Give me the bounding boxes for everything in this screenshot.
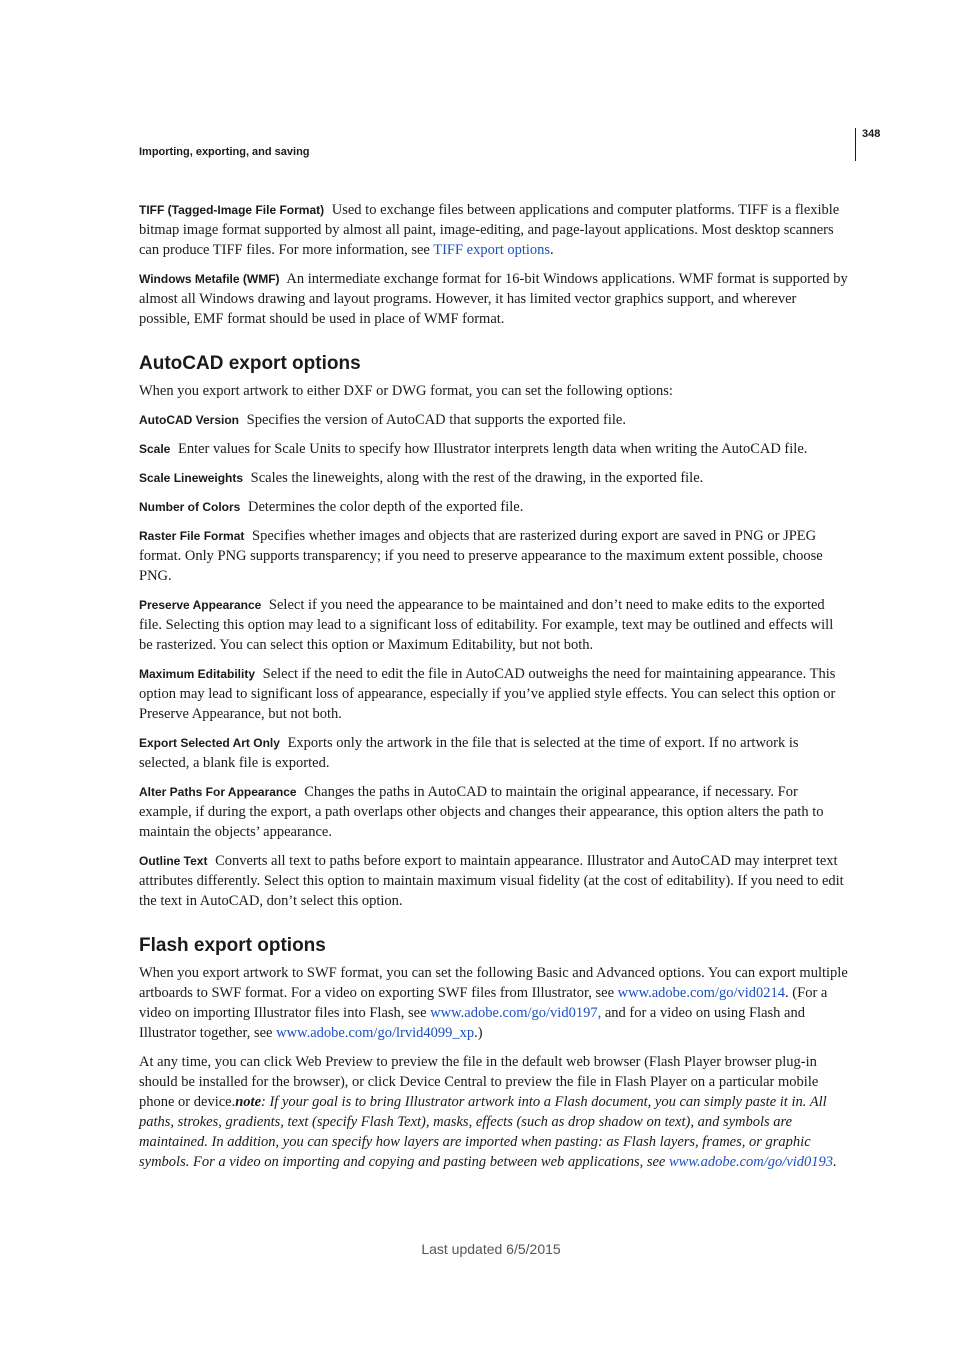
term-description: An intermediate exchange format for 16-bit Windows applications. WMF format is supported by almost all Windows drawing and layout programs. However, it has limited vector graphics support, and wherever possible, EMF format should be used in place of WMF format. — [139, 271, 848, 327]
flash-heading: Flash export options — [139, 935, 326, 956]
header-divider — [855, 128, 856, 161]
term-description: Scales the lineweights, along with the rest of the drawing, in the exported file. — [250, 470, 704, 486]
flash-intro-text: and for a video on using Flash and Illustrator together, see — [139, 1005, 805, 1041]
term-description: Used to exchange files between applications and computer platforms. TIFF is a flexible bitmap image format supported by almost all paint, image-editing, and page-layout applications. Most desktop scanners can produce TIFF files. For more information, see — [139, 202, 840, 258]
vid0197-link[interactable]: www.adobe.com/go/vid0197, — [430, 1005, 602, 1021]
term-description: Select if the need to edit the file in AutoCAD outweighs the need for maintaining appearance. This option may lead to significant loss of appearance, especially if you’ve applied style effects. You can select this option or Preserve Appearance, but not both. — [139, 666, 836, 722]
option-outline-text — [139, 851, 850, 911]
note-label: note — [235, 1094, 262, 1110]
flash-preview-paragraph — [139, 1052, 850, 1172]
flash-intro-text: When you export artwork to SWF format, you can set the following Basic and Advanced options. You can export multiple artboards to SWF format. For a video on exporting SWF files from Illustrator, see — [139, 965, 848, 1001]
term-description: Specifies the version of AutoCAD that supports the exported file. — [246, 412, 626, 428]
term-description: Determines the color depth of the exported file. — [247, 499, 524, 515]
definition-wmf — [139, 269, 850, 329]
vid0214-link[interactable]: www.adobe.com/go/vid0214 — [617, 985, 786, 1001]
page-number: 348 — [862, 128, 881, 140]
lrvid4099-link[interactable]: www.adobe.com/go/lrvid4099_xp — [276, 1025, 475, 1041]
term-label: Scale — [139, 442, 171, 456]
flash-intro-text: . (For a video on importing Illustrator files into Flash, see — [139, 985, 828, 1021]
term-label: Outline Text — [139, 854, 208, 868]
option-alter-paths-for-appearance — [139, 782, 850, 842]
punctuation: . — [550, 242, 554, 258]
term-label: Raster File Format — [139, 529, 245, 543]
term-label: AutoCAD Version — [139, 413, 240, 427]
term-label: Number of Colors — [139, 500, 241, 514]
term-description: Changes the paths in AutoCAD to maintain the original appearance, if necessary. For example, if during the export, a path overlaps other objects and changes their appearance, this option alters the path to maintain the objects’ appearance. — [139, 784, 824, 840]
tiff-export-options-link[interactable]: TIFF export options — [433, 242, 551, 258]
running-header-section: Importing, exporting, and saving — [139, 146, 310, 158]
autocad-heading: AutoCAD export options — [139, 353, 361, 374]
punctuation: . — [833, 1154, 837, 1170]
term-description: Exports only the artwork in the file that is selected at the time of export. If no artwork is selected, a blank file is exported. — [139, 735, 799, 771]
last-updated-footer: Last updated 6/5/2015 — [421, 1241, 561, 1257]
flash-intro-text: .) — [474, 1025, 483, 1041]
term-description: Enter values for Scale Units to specify how Illustrator interprets length data when writing the AutoCAD file. — [177, 441, 808, 457]
option-number-of-colors — [139, 497, 850, 517]
term-label: Windows Metafile (WMF) — [139, 272, 280, 286]
note-text: : If your goal is to bring Illustrator artwork into a Flash document, you can simply paste it in. All paths, strokes, gradients, text (specify Flash Text), masks, effects (such as drop shadow on text), and symbols are maintained. In addition, you can specify how layers are imported when pasting: as Flash layers, frames, or graphic symbols. For a video on importing and copying and pasting between web applications, see — [139, 1094, 827, 1170]
flash-intro — [139, 963, 850, 1043]
term-label: Alter Paths For Appearance — [139, 785, 297, 799]
term-label: TIFF (Tagged-Image File Format) — [139, 203, 325, 217]
autocad-intro: When you export artwork to either DXF or DWG format, you can set the following options: — [139, 383, 673, 399]
option-export-selected-art-only — [139, 733, 850, 773]
vid0193-link[interactable]: www.adobe.com/go/vid0193 — [669, 1154, 834, 1170]
option-raster-file-format — [139, 526, 850, 586]
term-label: Maximum Editability — [139, 667, 256, 681]
term-label: Scale Lineweights — [139, 471, 244, 485]
term-description: Specifies whether images and objects that are rasterized during export are saved in PNG or JPEG format. Only PNG supports transparency; if you need to preserve appearance to the maximum extent possible, choose PNG. — [139, 528, 823, 584]
term-description: Converts all text to paths before export to maintain appearance. Illustrator and AutoCAD may interpret text attributes differently. Select this option to maintain maximum visual fidelity (at the cost of editability). If you need to edit the text in AutoCAD, don’t select this option. — [139, 853, 844, 909]
term-label: Preserve Appearance — [139, 598, 262, 612]
term-description: Select if you need the appearance to be maintained and don’t need to make edits to the exported file. Selecting this option may lead to a significant loss of editability. For example, text may be outlined and effects will be rasterized. You can select this option or Maximum Editability, but not both. — [139, 597, 834, 653]
option-scale — [139, 439, 850, 459]
page-content — [139, 200, 850, 1181]
term-label: Export Selected Art Only — [139, 736, 280, 750]
definition-tiff — [139, 200, 850, 260]
option-scale-lineweights — [139, 468, 850, 488]
preview-text: At any time, you can click Web Preview to preview the file in the default web browser (Flash Player browser plug-in should be installed for the browser), or click Device Central to preview the file in Flash Player on a particular mobile phone or device. — [139, 1054, 819, 1110]
option-maximum-editability — [139, 664, 850, 724]
option-autocad-version — [139, 410, 850, 430]
option-preserve-appearance — [139, 595, 850, 655]
